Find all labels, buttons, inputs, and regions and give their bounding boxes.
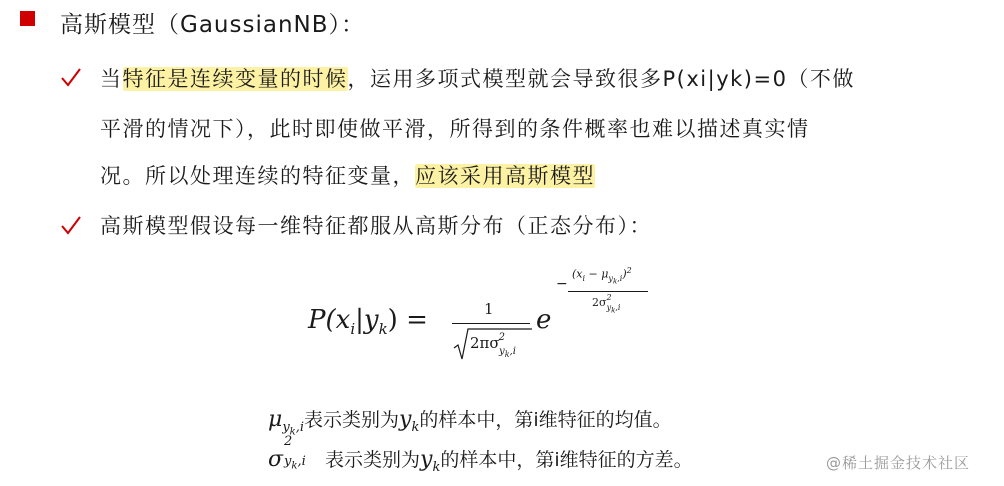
highlight-gaussian: 应该采用高斯模型	[415, 164, 595, 188]
exponent-fraction-bar	[568, 291, 648, 292]
paragraph-1-line-3	[100, 160, 595, 190]
mu-description: $\mu_{y_k,i}$表示类别为$y_k$的样本中，第i维特征的均值。	[268, 407, 672, 438]
formula-numerator: 1	[484, 300, 494, 318]
section-heading: 高斯模型（GaussianNB）：	[60, 12, 366, 38]
exponent-denominator: $2\sigma^2_{y_k,i}$	[592, 293, 621, 315]
text-segment: ，运用多项式模型就会导致很多P(xi|yk)=0（不做	[347, 67, 855, 91]
exponent-minus: −	[556, 276, 568, 292]
exponent-numerator: $(x_i - \mu_{y_k,i})^2$	[572, 266, 632, 286]
watermark: @稀土掘金技术社区	[826, 454, 971, 472]
text-segment: 况。所以处理连续的特征变量，	[100, 164, 415, 188]
checkmark-icon	[60, 66, 82, 88]
checkmark-icon	[60, 214, 82, 236]
text-segment: 当	[100, 67, 123, 91]
bullet-square-icon	[20, 11, 35, 26]
paragraph-1-line-1	[100, 63, 855, 93]
formula-e: e	[536, 305, 552, 335]
paragraph-2: 高斯模型假设每一维特征都服从高斯分布（正态分布）：	[100, 214, 652, 238]
formula-denominator: $2\pi\sigma^2_{y_k,i}$	[470, 332, 516, 359]
highlight-continuous: 特征是连续变量的时候	[122, 67, 348, 91]
fraction-bar	[452, 323, 530, 324]
formula-lhs: $P(x_i|y_k)$ =	[308, 305, 428, 339]
sigma-description: σ 2 $y_k,i$ 表示类别为$y_k$的样本中，第i维特征的方差。	[268, 434, 693, 475]
paragraph-1-line-2: 平滑的情况下），此时即使做平滑，所得到的条件概率也难以描述真实情	[100, 117, 810, 141]
